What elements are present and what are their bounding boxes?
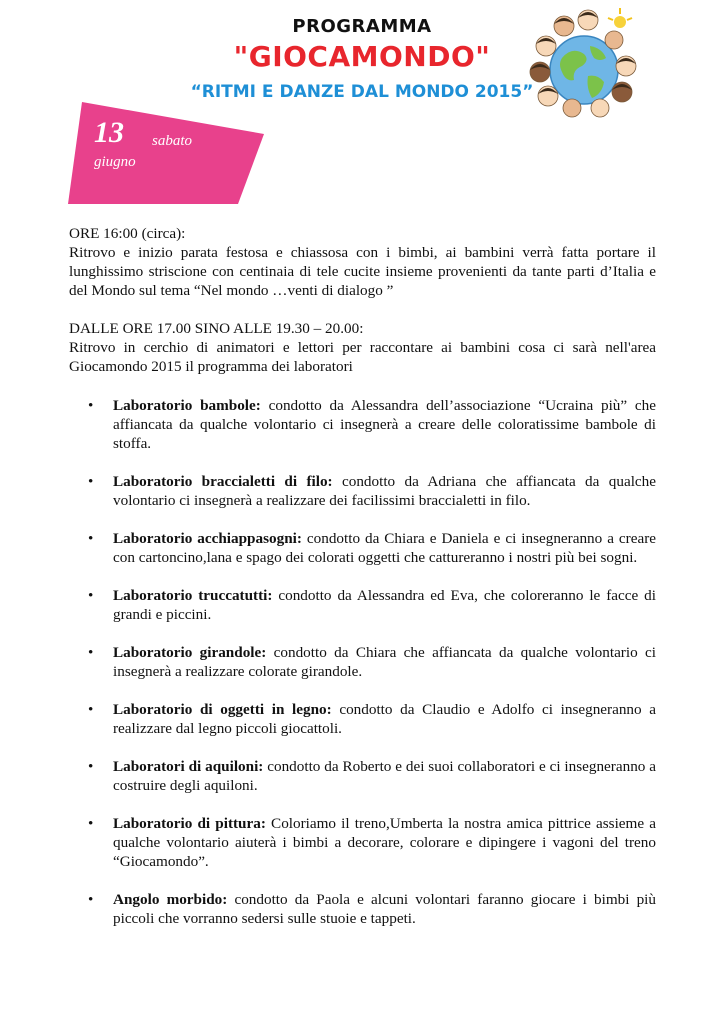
- section2-text: Ritrovo in cerchio di animatori e lettori per raccontare ai bambini cosa ci sarà nell'area Giocamondo 2015 il programma dei laboratori: [69, 339, 656, 375]
- date-month: giugno: [94, 154, 136, 170]
- date-weekday: sabato: [152, 133, 193, 149]
- lab-title: Laboratorio girandole:: [113, 644, 267, 661]
- list-item: [69, 472, 656, 510]
- labs-list: [69, 396, 656, 928]
- bullet-icon: •: [88, 530, 94, 547]
- list-item: [69, 586, 656, 624]
- globe-with-children-icon: [522, 6, 644, 118]
- list-item: [69, 529, 656, 567]
- page-subtitle: “RITMI E DANZE DAL MONDO 2015”: [190, 82, 534, 102]
- lab-title: Laboratorio bambole:: [113, 397, 261, 414]
- section-spacer: [69, 300, 656, 319]
- lab-text: condotto da Adriana che affiancata da qualche volontario ci insegnerà a realizzare dei facilissimi braccialetti in filo.: [113, 473, 656, 509]
- bullet-icon: •: [88, 644, 94, 661]
- section2-heading: DALLE ORE 17.00 SINO ALLE 19.30 – 20.00:: [69, 320, 364, 337]
- lab-text: condotto da Chiara e Daniela e ci insegneranno a creare con cartoncino,lana e spago dei colorati oggetti che cattureranno i nostri più bei sogni.: [113, 530, 656, 566]
- bullet-icon: •: [88, 815, 94, 832]
- program-content: [69, 224, 656, 947]
- section1-heading: ORE 16:00 (circa):: [69, 225, 186, 242]
- lab-text: condotto da Alessandra dell’associazione “Ucraina più” che affiancata da qualche volontario ci insegnerà a creare delle coloratissime bambole di stoffa.: [113, 397, 656, 452]
- lab-title: Laboratorio di pittura:: [113, 815, 266, 832]
- list-item: [69, 814, 656, 871]
- bullet-icon: •: [88, 891, 94, 908]
- lab-title: Laboratori di aquiloni:: [113, 758, 264, 775]
- bullet-icon: •: [88, 587, 94, 604]
- lab-text: condotto da Chiara che affiancata da qualche volontario ci insegnerà a realizzare colorate girandole.: [113, 644, 656, 680]
- lab-title: Laboratorio truccatutti:: [113, 587, 273, 604]
- section1-text: Ritrovo e inizio parata festosa e chiassosa con i bimbi, ai bambini verrà fatta portare il lunghissimo striscione con centinaia di tele cucite insieme provenienti da tante parti d’Italia e del Mondo sul tema “Nel mondo …venti di dialogo ”: [69, 244, 656, 299]
- lab-text: condotto da Alessandra ed Eva, che coloreranno le facce di grandi e piccini.: [113, 587, 656, 623]
- page-title: "GIOCAMONDO": [233, 40, 491, 73]
- list-item: [69, 890, 656, 928]
- lab-title: Laboratorio acchiappasogni:: [113, 530, 302, 547]
- bullet-icon: •: [88, 758, 94, 775]
- lab-text: condotto da Roberto e dei suoi collaboratori e ci insegneranno a costruire degli aquiloni.: [113, 758, 656, 794]
- list-item: [69, 396, 656, 453]
- lab-text: Coloriamo il treno,Umberta la nostra amica pittrice assieme a qualche volontario aiuterà i bimbi a decorare, colorare e dipingere i vagoni del treno “Giocamondo”.: [113, 815, 656, 870]
- lab-title: Angolo morbido:: [113, 891, 228, 908]
- programma-label: PROGRAMMA: [292, 16, 432, 37]
- date-day: 13: [94, 116, 124, 149]
- bullet-icon: •: [88, 473, 94, 490]
- lab-title: Laboratorio braccialetti di filo:: [113, 473, 333, 490]
- bullet-icon: •: [88, 701, 94, 718]
- lab-text: condotto da Paola e alcuni volontari faranno giocare i bimbi più piccoli che vorranno sedersi sulle stuoie e tappeti.: [113, 891, 657, 927]
- lab-title: Laboratorio di oggetti in legno:: [113, 701, 332, 718]
- list-item: [69, 757, 656, 795]
- date-badge: [68, 100, 264, 204]
- lab-text: condotto da Claudio e Adolfo ci insegneranno a realizzare dal legno piccoli giocattoli.: [113, 701, 656, 737]
- list-item: [69, 643, 656, 681]
- bullet-icon: •: [88, 397, 94, 414]
- list-item: [69, 700, 656, 738]
